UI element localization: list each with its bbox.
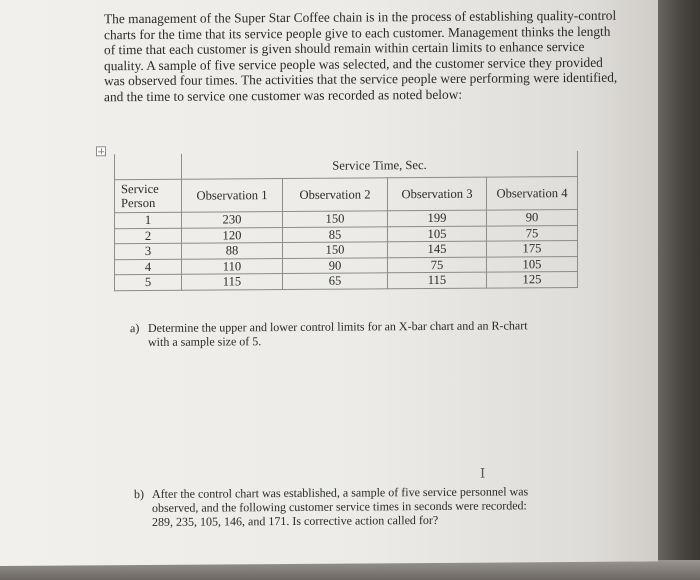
person-cell: 2 bbox=[115, 228, 182, 244]
value-cell: 125 bbox=[487, 271, 578, 287]
question-b-line1: After the control chart was established, a sample of five service personnel was bbox=[152, 484, 529, 501]
value-cell: 150 bbox=[283, 211, 388, 227]
person-cell: 4 bbox=[115, 259, 182, 275]
value-cell: 90 bbox=[283, 257, 388, 273]
value-cell: 115 bbox=[182, 274, 283, 290]
value-cell: 75 bbox=[487, 225, 578, 241]
table-expand-icon[interactable] bbox=[96, 146, 106, 156]
person-cell: 3 bbox=[115, 243, 182, 259]
value-cell: 105 bbox=[487, 256, 578, 272]
text-cursor-icon: I bbox=[480, 466, 486, 482]
value-cell: 110 bbox=[182, 258, 283, 274]
question-b-line2: observed, and the following customer service times in seconds were recorded: bbox=[152, 498, 527, 516]
observation-2-header: Observation 2 bbox=[283, 178, 388, 212]
value-cell: 175 bbox=[487, 240, 578, 256]
question-a bbox=[130, 318, 570, 349]
service-time-table bbox=[114, 151, 578, 291]
value-cell: 230 bbox=[182, 212, 283, 228]
value-cell: 88 bbox=[182, 243, 283, 259]
question-b-label: b) bbox=[134, 486, 144, 502]
photo-background-edge bbox=[652, 0, 700, 580]
intro-paragraph: The management of the Super Star Coffee chain is in the process of establishing quality-control charts for the time that its service people give to each customer. Management thinks the length of time that each customer is given should remain within certain limits to enhance service quality. A sample of five service people was selected, and the customer service they provided was observed four times. The activities that the service people were performing were identified, and the time to service one customer was recorded as noted below: bbox=[104, 7, 618, 105]
value-cell: 105 bbox=[388, 226, 487, 242]
value-cell: 115 bbox=[388, 272, 487, 288]
question-a-line2: with a sample size of 5. bbox=[148, 334, 262, 350]
question-a-label: a) bbox=[130, 321, 140, 336]
question-b-line3: 289, 235, 105, 146, and 171. Is corrective action called for? bbox=[152, 513, 439, 530]
value-cell: 65 bbox=[283, 273, 388, 289]
service-person-header: Service Person bbox=[115, 179, 182, 212]
service-time-header: Service Time, Sec. bbox=[182, 151, 578, 179]
value-cell: 150 bbox=[283, 242, 388, 258]
table-row bbox=[115, 271, 578, 290]
person-cell: 5 bbox=[115, 274, 182, 290]
person-cell: 1 bbox=[115, 212, 182, 228]
table-corner-cell bbox=[115, 154, 182, 179]
observation-3-header: Observation 3 bbox=[388, 177, 487, 211]
value-cell: 85 bbox=[283, 226, 388, 242]
observation-4-header: Observation 4 bbox=[487, 176, 578, 210]
value-cell: 90 bbox=[487, 209, 578, 225]
value-cell: 120 bbox=[182, 227, 283, 243]
value-cell: 145 bbox=[388, 241, 487, 257]
question-b bbox=[134, 484, 564, 530]
question-a-line1: Determine the upper and lower control limits for an X-bar chart and an R-chart bbox=[148, 318, 528, 335]
observation-1-header: Observation 1 bbox=[182, 179, 283, 213]
value-cell: 75 bbox=[388, 257, 487, 273]
value-cell: 199 bbox=[388, 210, 487, 226]
